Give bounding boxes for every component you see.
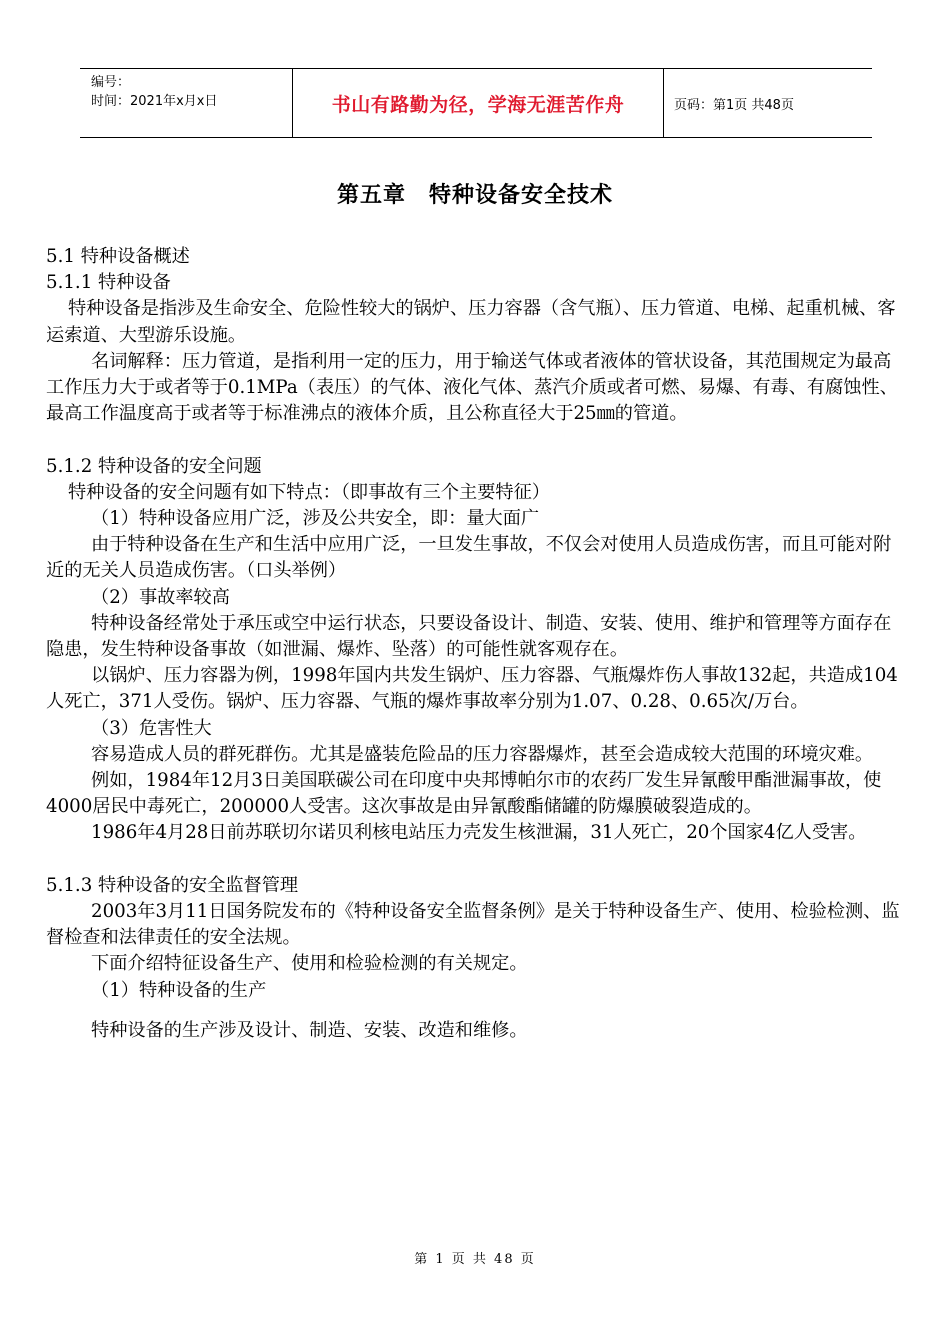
- paragraph: 特种设备的生产涉及设计、制造、安装、改造和维修。: [91, 1019, 528, 1041]
- paragraph: 以锅炉、压力容器为例，1998年国内共发生锅炉、压力容器、气瓶爆炸伤人事故132起，共造成104人死亡，371人受伤。锅炉、压力容器、气瓶的爆炸事故率分别为1.07、0.28、0.65次/万台。: [46, 665, 898, 713]
- paragraph: 名词解释：压力管道，是指利用一定的压力，用于输送气体或者液体的管状设备，其范围规定为最高工作压力大于或者等于0.1MPa（表压）的气体、液化气体、蒸汽介质或者可燃、易爆、有毒、有腐蚀性、最高工作温度高于或者等于标准沸点的液体介质，且公称直径大于25㎜的管道。: [46, 350, 898, 425]
- paragraph: 特种设备的安全问题有如下特点：（即事故有三个主要特征）: [68, 481, 550, 503]
- page-footer: 第 1 页 共 48 页: [414, 1252, 536, 1267]
- paragraph: 特种设备经常处于承压或空中运行状态，只要设备设计、制造、安装、使用、维护和管理等方面存在隐患，发生特种设备事故（如泄漏、爆炸、坠落）的可能性就客观存在。: [46, 612, 892, 661]
- subsection-heading: 5.1.1 特种设备: [46, 272, 171, 294]
- section-heading: 5.1 特种设备概述: [46, 246, 190, 267]
- page-header-table: [80, 68, 872, 138]
- subsection-heading: 5.1.3 特种设备的安全监督管理: [46, 874, 299, 896]
- time-label: 时间：2021年x月x日: [91, 94, 218, 109]
- list-item: （3）危害性大: [91, 717, 212, 739]
- document-body: [46, 244, 908, 1044]
- header-motto: 书山有路勤为径，学海无涯苦作舟: [293, 69, 664, 137]
- paragraph: 由于特种设备在生产和生活中应用广泛，一旦发生事故，不仅会对使用人员造成伤害，而且可能对附近的无关人员造成伤害。（口头举例）: [46, 534, 892, 582]
- number-label: 编号：: [91, 75, 131, 90]
- subsection-heading: 5.1.2 特种设备的安全问题: [46, 455, 262, 477]
- header-meta-cell: [80, 69, 293, 137]
- list-item: （1）特种设备的生产: [91, 979, 267, 1001]
- paragraph: 例如，1984年12月3日美国联碳公司在印度中央邦博帕尔市的农药厂发生异氰酸甲酯泄漏事故，使4000居民中毒死亡，200000人受害。这次事故是由异氰酸酯储罐的防爆膜破裂造成的。: [46, 770, 882, 818]
- paragraph: 特种设备是指涉及生命安全、危险性较大的锅炉、压力容器（含气瓶）、压力管道、电梯、起重机械、客运索道、大型游乐设施。: [46, 298, 896, 346]
- chapter-title: 第五章 特种设备安全技术: [336, 183, 613, 208]
- list-item: （2）事故率较高: [91, 586, 230, 608]
- list-item: （1）特种设备应用广泛，涉及公共安全，即：量大面广: [91, 508, 540, 530]
- paragraph: 容易造成人员的群死群伤。尤其是盛装危险品的压力容器爆炸，甚至会造成较大范围的环境灾难。: [91, 743, 874, 765]
- header-page-info: 页码：第1页 共48页: [674, 97, 794, 113]
- paragraph: 1986年4月28日前苏联切尔诺贝利核电站压力壳发生核泄漏，31人死亡，20个国家4亿人受害。: [91, 822, 867, 844]
- paragraph: 2003年3月11日国务院发布的《特种设备安全监督条例》是关于特种设备生产、使用、检验检测、监督检查和法律责任的安全法规。: [46, 901, 900, 949]
- paragraph: 下面介绍特征设备生产、使用和检验检测的有关规定。: [91, 953, 528, 975]
